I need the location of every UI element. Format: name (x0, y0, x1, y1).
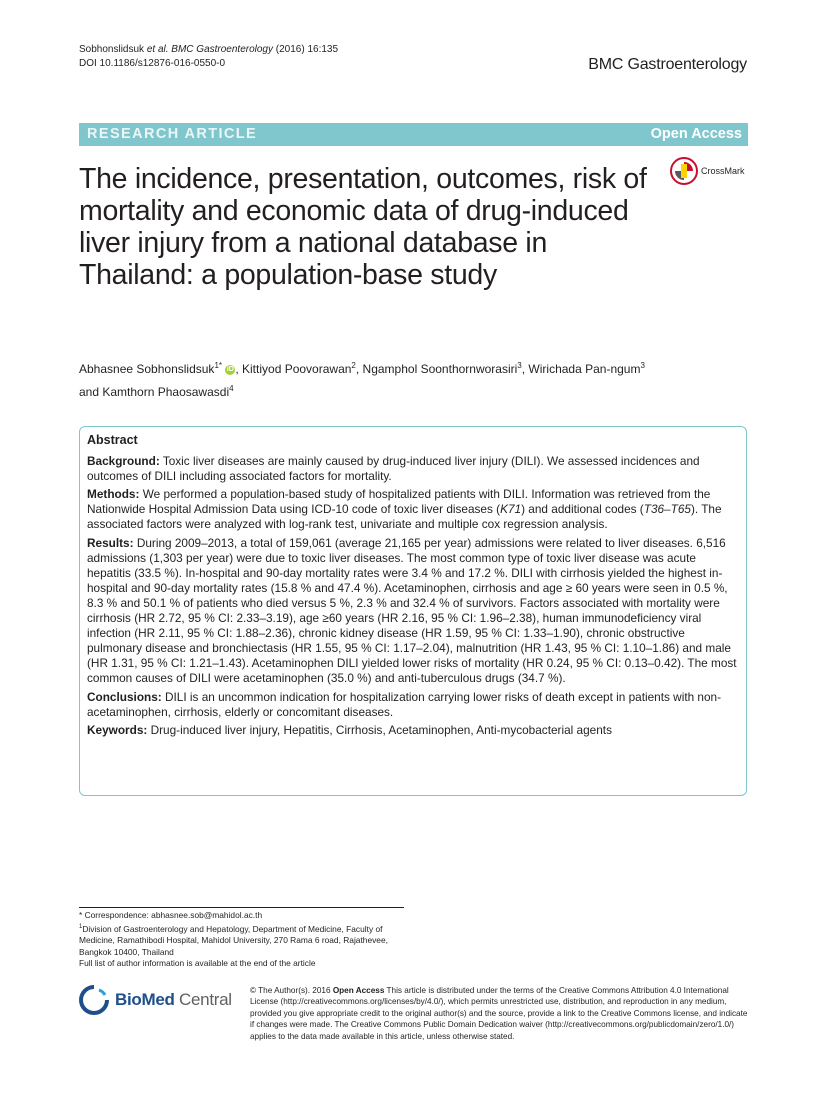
full-author-info-note: Full list of author information is available at the end of the article (79, 958, 316, 969)
author[interactable]: Wirichada Pan-ngum$^3$ (528, 361, 645, 376)
open-access-label: Open Access (650, 126, 742, 142)
authors-and: and (79, 385, 100, 399)
crossmark-badge[interactable] (670, 157, 745, 185)
article-type-band (79, 123, 748, 146)
license-statement: © The Author(s). 2016 Open Access This article is distributed under the terms of the Creative Commons Attribution 4.0 International License (http://creativecommons.org/licenses/by/4.0/), which permits unrestricted use, distribution, and reproduction in any medium, provided you give appropriate credit to the original author(s) and the source, provide a link to the Creative Commons license, and indicate if changes were made. The Creative Commons Public Domain Dedication waiver (http://creativecommons.org/publicdomain/zero/1.0/) applies to the data made available in this article, unless otherwise stated. (250, 986, 748, 1041)
abstract-heading: Abstract (87, 433, 138, 447)
article-title: The incidence, presentation, outcomes, risk of mortality and economic data of drug-induced liver injury from a national database in Thailand: a population-base study (79, 163, 647, 291)
biomed-central-icon (79, 985, 109, 1015)
footnotes (79, 910, 409, 970)
crossmark-label: CrossMark (701, 166, 745, 176)
author[interactable]: Abhasnee Sobhonslidsuk$^{1*}$ (79, 361, 222, 376)
author[interactable]: Kamthorn Phaosawasdi$^4$ (102, 384, 234, 399)
abstract-background: Background: Toxic liver diseases are mainly caused by drug-induced liver injury (DILI). We assessed incidences and outcomes of DILI including associated factors for mortality. (87, 454, 700, 484)
doi[interactable]: DOI 10.1186/s12876-016-0550-0 (79, 58, 226, 69)
correspondence[interactable]: * Correspondence: abhasnee.sob@mahidol.ac.th (79, 910, 263, 920)
abstract-methods: Methods: We performed a population-based study of hospitalized patients with DILI. Information was retrieved from the Nationwide Hospital Admission Data using ICD-10 code of toxic liver diseases (K71) and additional codes (T36–T65). The associated factors were analyzed with log-rank test, univariate and multiple cox regression analysis. (87, 487, 722, 532)
crossmark-icon (670, 157, 698, 185)
affiliation: $^1$Division of Gastroenterology and Hepatology, Department of Medicine, Faculty of Medicine, Ramathibodi Hospital, Mahidol University, 270 Rama 6 road, Rajathevee, Bangkok 10400, Thailand (79, 923, 388, 957)
journal-name: BMC Gastroenterology (588, 56, 747, 73)
abstract-box (79, 426, 747, 796)
abstract-results: Results: During 2009–2013, a total of 159,061 (average 21,165 per year) admissions were related to liver diseases. 6,516 admissions (1,303 per year) were due to toxic liver diseases. The most common type of toxic liver disease was acute hepatitis (33.5 %). In-hospital and 90-day mortality rates were 3.4 % and 17.2 %. DILI with cirrhosis yielded the highest in-hospital and 90-day mortality rates (15.8 % and 47.4 %). Acetaminophen, cirrhosis and age ≥ 60 years were seen in 0.5 %, 8.3 % and 50.1 % of patients who died versus 5 %, 2.3 % and 32.4 % of survivors. Factors associated with mortality were cirrhosis (HR 2.72, 95 % CI: 2.33–3.19), age ≥60 years (HR 2.16, 95 % CI: 1.96–2.38), human immunodeficiency viral infection (HR 2.11, 95 % CI: 1.88–2.36), chronic kidney disease (HR 1.59, 95 % CI: 1.33–1.90), chronic obstructive pulmonary disease and bronchiectasis (HR 1.55, 95 % CI: 1.17–2.04), malnutrition (HR 1.43, 95 % CI: 1.10–1.86) and male (HR 1.31, 95 % CI: 1.21–1.43). Acetaminophen DILI yielded lower risks of mortality (HR 0.24, 95 % CI: 0.13–0.42). The most common causes of DILI were acetaminophen (35.0 %) and anti-tuberculous drugs (34.7 %). (87, 535, 737, 686)
citation-line: Sobhonslidsuk et al. BMC Gastroenterology (2016) 16:135 (79, 44, 339, 55)
citation-header (79, 43, 338, 71)
biomed-central-logo[interactable] (79, 985, 232, 1015)
footnote-divider (79, 907, 404, 908)
author[interactable]: Ngamphol Soonthornworasiri$^3$ (362, 361, 522, 376)
abstract-keywords: Keywords: Drug-induced liver injury, Hepatitis, Cirrhosis, Acetaminophen, Anti-mycobacterial agents (87, 722, 612, 737)
article-type: RESEARCH ARTICLE (87, 126, 258, 142)
abstract-conclusions: Conclusions: DILI is an uncommon indication for hospitalization carrying lower risks of death except in patients with non-acetaminophen, cirrhosis, elderly or concomitant diseases. (87, 689, 722, 719)
author-list: Abhasnee Sobhonslidsuk$^{1*}$ iD , Kittiyod Poovorawan$^2$, Ngamphol Soonthornworasiri$^3$, Wirichada Pan-ngum$^3$ and Kamthorn Phaosawasdi$^4$ (79, 361, 645, 399)
biomed-central-wordmark: BioMed Central (115, 990, 232, 1009)
orcid-icon[interactable]: iD (226, 366, 234, 373)
author[interactable]: Kittiyod Poovorawan$^2$ (242, 361, 356, 376)
